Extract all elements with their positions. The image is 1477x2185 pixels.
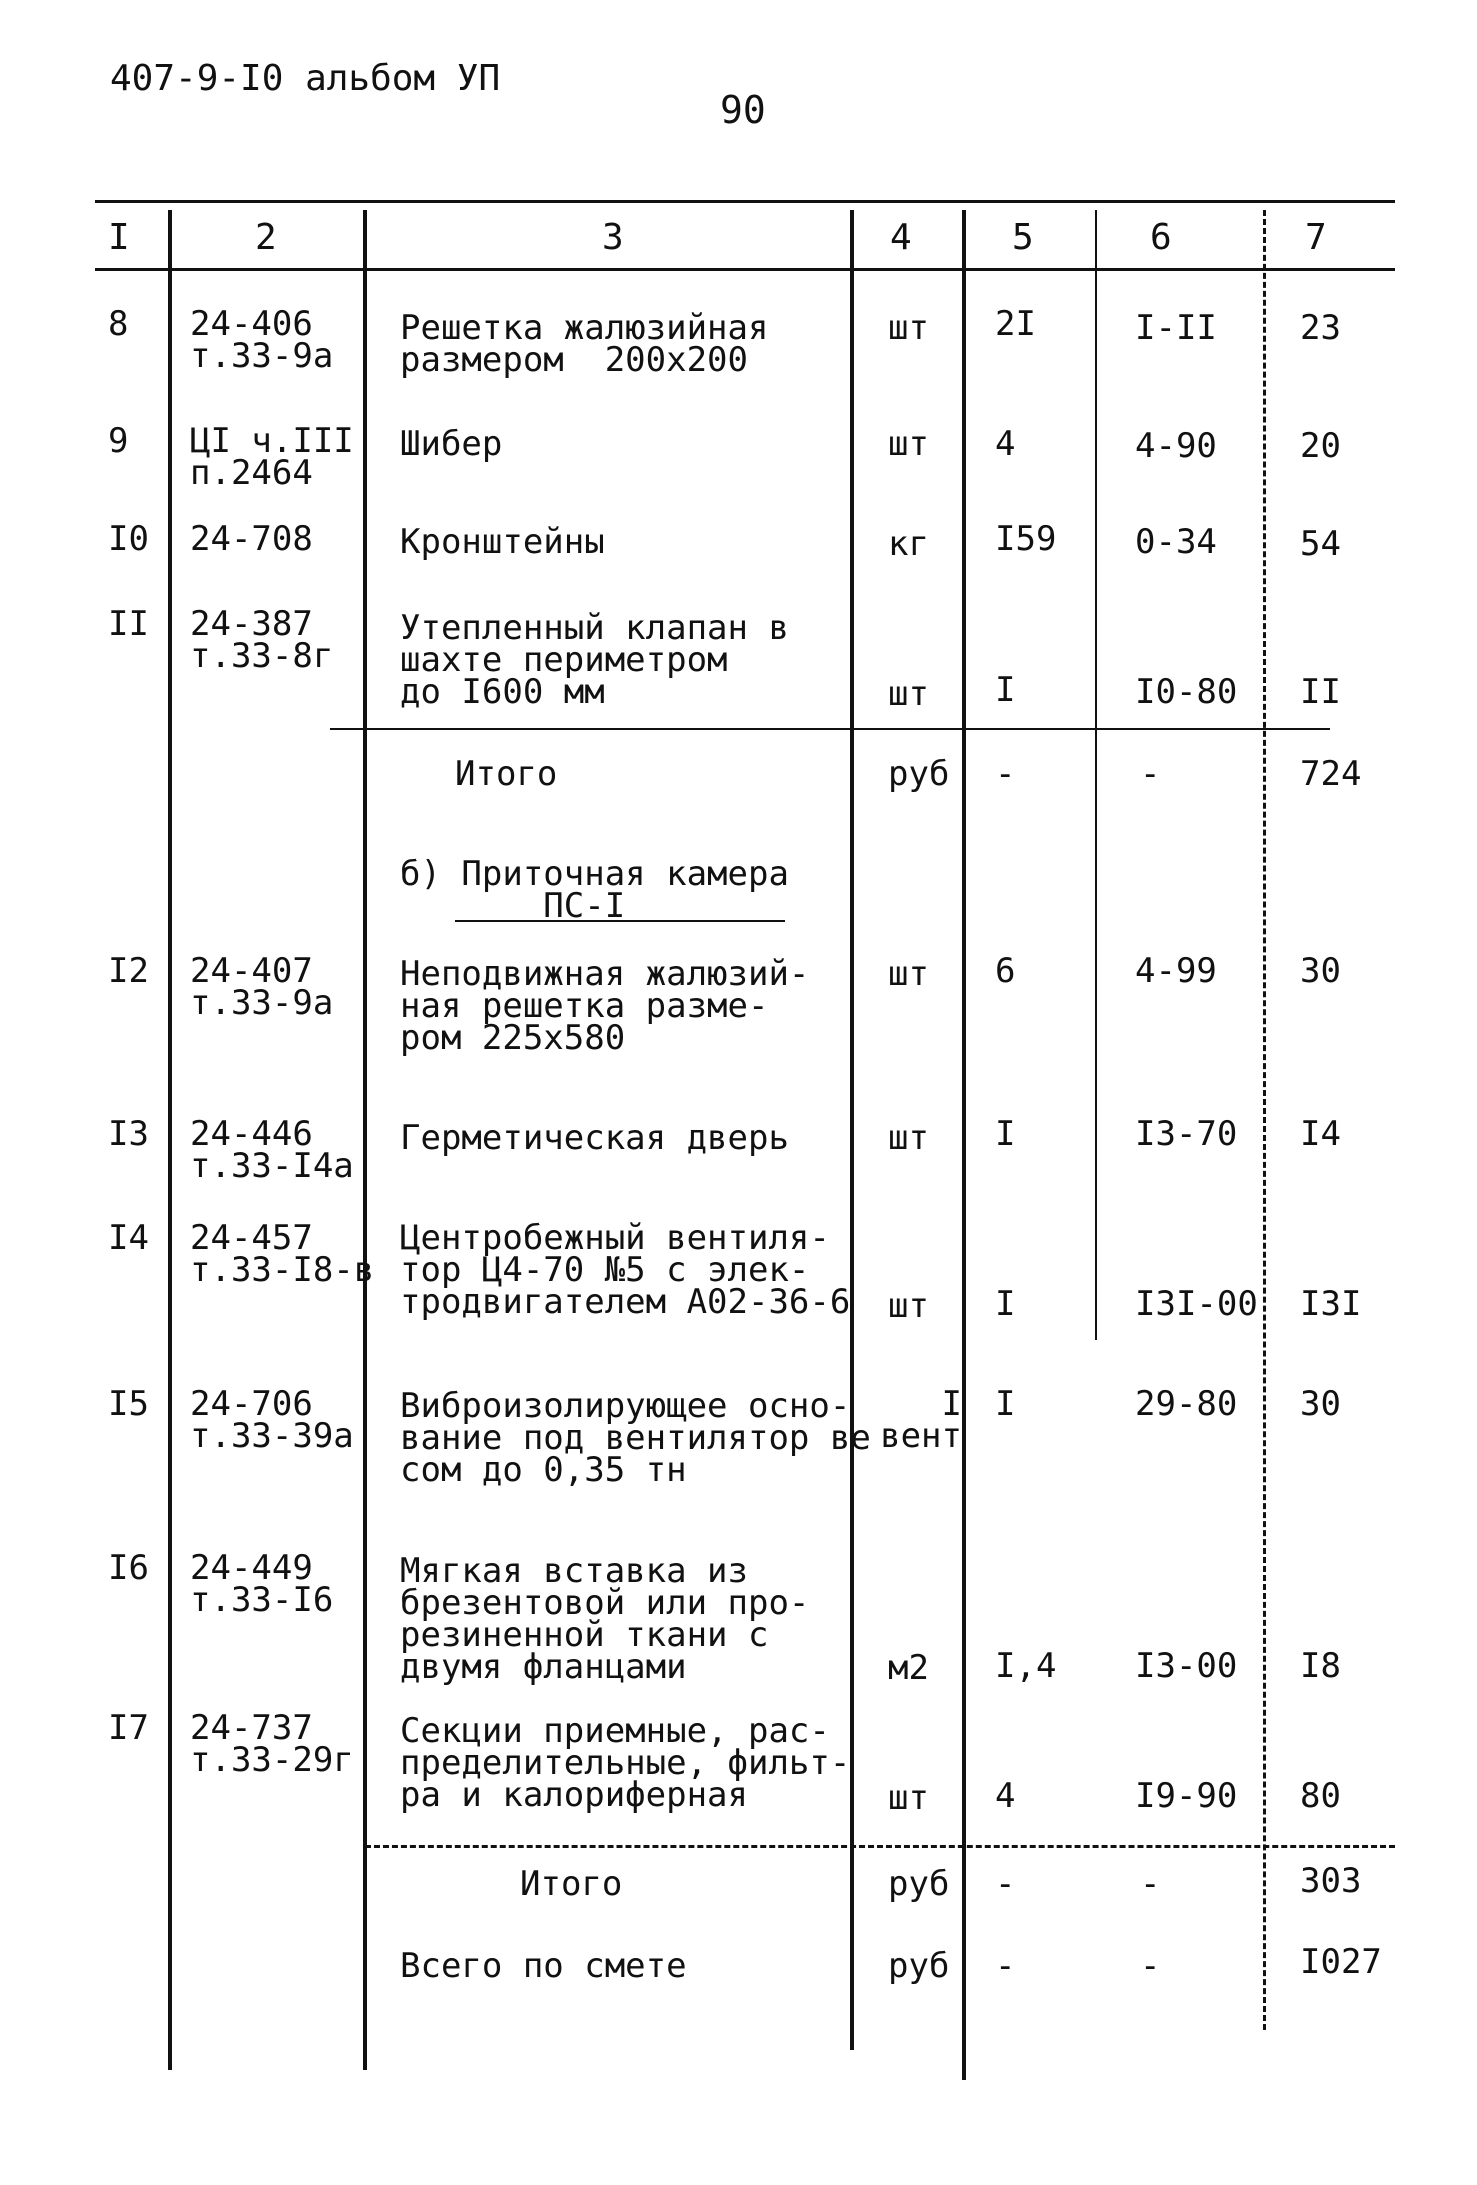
total: 20 bbox=[1300, 426, 1341, 466]
section-title: б) Приточная камера ПС-I bbox=[400, 854, 789, 926]
header-bottom-rule bbox=[95, 268, 1395, 271]
row-number: I2 bbox=[108, 951, 149, 991]
unit: руб bbox=[888, 754, 950, 794]
col-divider-2 bbox=[363, 210, 367, 2070]
unit: шт bbox=[888, 424, 929, 464]
item-name: Кронштейны bbox=[400, 522, 605, 562]
quantity: I bbox=[995, 1284, 1016, 1324]
grand-total-label: Всего по смете bbox=[400, 1946, 687, 1986]
unit-price: I3I-00 bbox=[1135, 1284, 1258, 1324]
col-divider-4 bbox=[962, 210, 966, 2080]
reference-code: 24-449 т.33-I6 bbox=[190, 1548, 334, 1620]
unit: м2 bbox=[888, 1648, 929, 1688]
unit: шт bbox=[888, 674, 929, 714]
item-name: Шибер bbox=[400, 424, 503, 464]
item-name: Центробежный вентиля- тор Ц4-70 №5 с элек- тродвигателем А02-36-6 bbox=[400, 1218, 851, 1322]
total: 80 bbox=[1300, 1776, 1341, 1816]
unit: шт bbox=[888, 1778, 929, 1818]
col-divider-5 bbox=[1095, 210, 1097, 1340]
row-number: II bbox=[108, 604, 149, 644]
unit-price: I0-80 bbox=[1135, 672, 1238, 712]
unit-price: I9-90 bbox=[1135, 1776, 1238, 1816]
header-col-6: 6 bbox=[1150, 217, 1172, 258]
unit-price: - bbox=[1140, 1946, 1161, 1986]
total: 23 bbox=[1300, 308, 1341, 348]
total: I4 bbox=[1300, 1114, 1341, 1154]
total: 54 bbox=[1300, 524, 1341, 564]
unit: шт bbox=[888, 954, 929, 994]
total: 30 bbox=[1300, 1384, 1341, 1424]
reference-code: 24-446 т.33-I4а bbox=[190, 1114, 354, 1186]
reference-code: 24-387 т.33-8г bbox=[190, 604, 334, 676]
col-divider-6 bbox=[1263, 210, 1266, 2030]
document-code: 407-9-I0 альбом УП bbox=[110, 58, 501, 99]
subtotal-rule-1 bbox=[330, 728, 1330, 730]
quantity: I bbox=[995, 1114, 1016, 1154]
unit: шт bbox=[888, 1286, 929, 1326]
row-number: I6 bbox=[108, 1548, 149, 1588]
subtotal-rule-2 bbox=[365, 1845, 1395, 1848]
reference-code: 24-407 т.33-9а bbox=[190, 951, 334, 1023]
item-name: Виброизолирующее осно- вание под вентилятор ве сом до 0,35 тн bbox=[400, 1386, 871, 1490]
quantity: - bbox=[995, 1946, 1016, 1986]
row-number: 8 bbox=[108, 304, 129, 344]
quantity: - bbox=[995, 1864, 1016, 1904]
unit: кг bbox=[888, 524, 929, 564]
total: 30 bbox=[1300, 951, 1341, 991]
unit: шт bbox=[888, 1118, 929, 1158]
row-number: 9 bbox=[108, 421, 129, 461]
reference-code: 24-457 т.33-I8-в bbox=[190, 1218, 375, 1290]
unit-price: I-II bbox=[1135, 308, 1217, 348]
row-number: I0 bbox=[108, 519, 149, 559]
unit-price: - bbox=[1140, 1864, 1161, 1904]
quantity: 4 bbox=[995, 1776, 1016, 1816]
unit-price: - bbox=[1140, 754, 1161, 794]
row-number: I5 bbox=[108, 1384, 149, 1424]
unit: руб bbox=[888, 1864, 950, 1904]
total: I027 bbox=[1300, 1942, 1382, 1982]
header-col-2: 2 bbox=[255, 217, 277, 258]
row-number: I4 bbox=[108, 1218, 149, 1258]
quantity: 4 bbox=[995, 424, 1016, 464]
unit-price: I3-00 bbox=[1135, 1646, 1238, 1686]
item-name: Неподвижная жалюзий- ная решетка разме- ром 225х580 bbox=[400, 954, 810, 1058]
quantity: 6 bbox=[995, 951, 1016, 991]
total: I8 bbox=[1300, 1646, 1341, 1686]
header-col-7: 7 bbox=[1305, 217, 1327, 258]
unit: I вент bbox=[880, 1384, 962, 1456]
item-name: Герметическая дверь bbox=[400, 1118, 789, 1158]
total: I3I bbox=[1300, 1284, 1362, 1324]
subtotal-label: Итого bbox=[520, 1864, 623, 1904]
row-number: I7 bbox=[108, 1708, 149, 1748]
quantity: 2I bbox=[995, 304, 1036, 344]
unit-price: 4-90 bbox=[1135, 426, 1217, 466]
quantity: I,4 bbox=[995, 1646, 1057, 1686]
row-number: I3 bbox=[108, 1114, 149, 1154]
quantity: I59 bbox=[995, 519, 1057, 559]
header-col-1: I bbox=[108, 217, 130, 258]
reference-code: ЦI ч.III п.2464 bbox=[190, 421, 354, 493]
quantity: - bbox=[995, 754, 1016, 794]
total: 303 bbox=[1300, 1861, 1362, 1901]
header-col-3: 3 bbox=[602, 217, 624, 258]
item-name: Решетка жалюзийная размером 200х200 bbox=[400, 308, 769, 380]
header-col-5: 5 bbox=[1012, 217, 1034, 258]
reference-code: 24-737 т.33-29г bbox=[190, 1708, 354, 1780]
table-top-rule bbox=[95, 200, 1395, 203]
unit: шт bbox=[888, 308, 929, 348]
col-divider-3 bbox=[850, 210, 854, 2050]
quantity: I bbox=[995, 670, 1016, 710]
reference-code: 24-406 т.33-9а bbox=[190, 304, 334, 376]
reference-code: 24-708 bbox=[190, 519, 313, 559]
unit: руб bbox=[888, 1946, 950, 1986]
unit-price: 4-99 bbox=[1135, 951, 1217, 991]
col-divider-1 bbox=[168, 210, 172, 2070]
item-name: Утепленный клапан в шахте периметром до I600 мм bbox=[400, 608, 789, 712]
page-number: 90 bbox=[720, 88, 766, 132]
unit-price: 0-34 bbox=[1135, 522, 1217, 562]
header-col-4: 4 bbox=[890, 217, 912, 258]
unit-price: 29-80 bbox=[1135, 1384, 1238, 1424]
item-name: Секции приемные, рас- пределительные, фильт- ра и калориферная bbox=[400, 1711, 851, 1815]
quantity: I bbox=[995, 1384, 1016, 1424]
item-name: Мягкая вставка из брезентовой или про- резиненной ткани с двумя фланцами bbox=[400, 1551, 810, 1687]
total: 724 bbox=[1300, 754, 1362, 794]
subtotal-label: Итого bbox=[455, 754, 558, 794]
reference-code: 24-706 т.33-39а bbox=[190, 1384, 354, 1456]
unit-price: I3-70 bbox=[1135, 1114, 1238, 1154]
total: II bbox=[1300, 672, 1341, 712]
